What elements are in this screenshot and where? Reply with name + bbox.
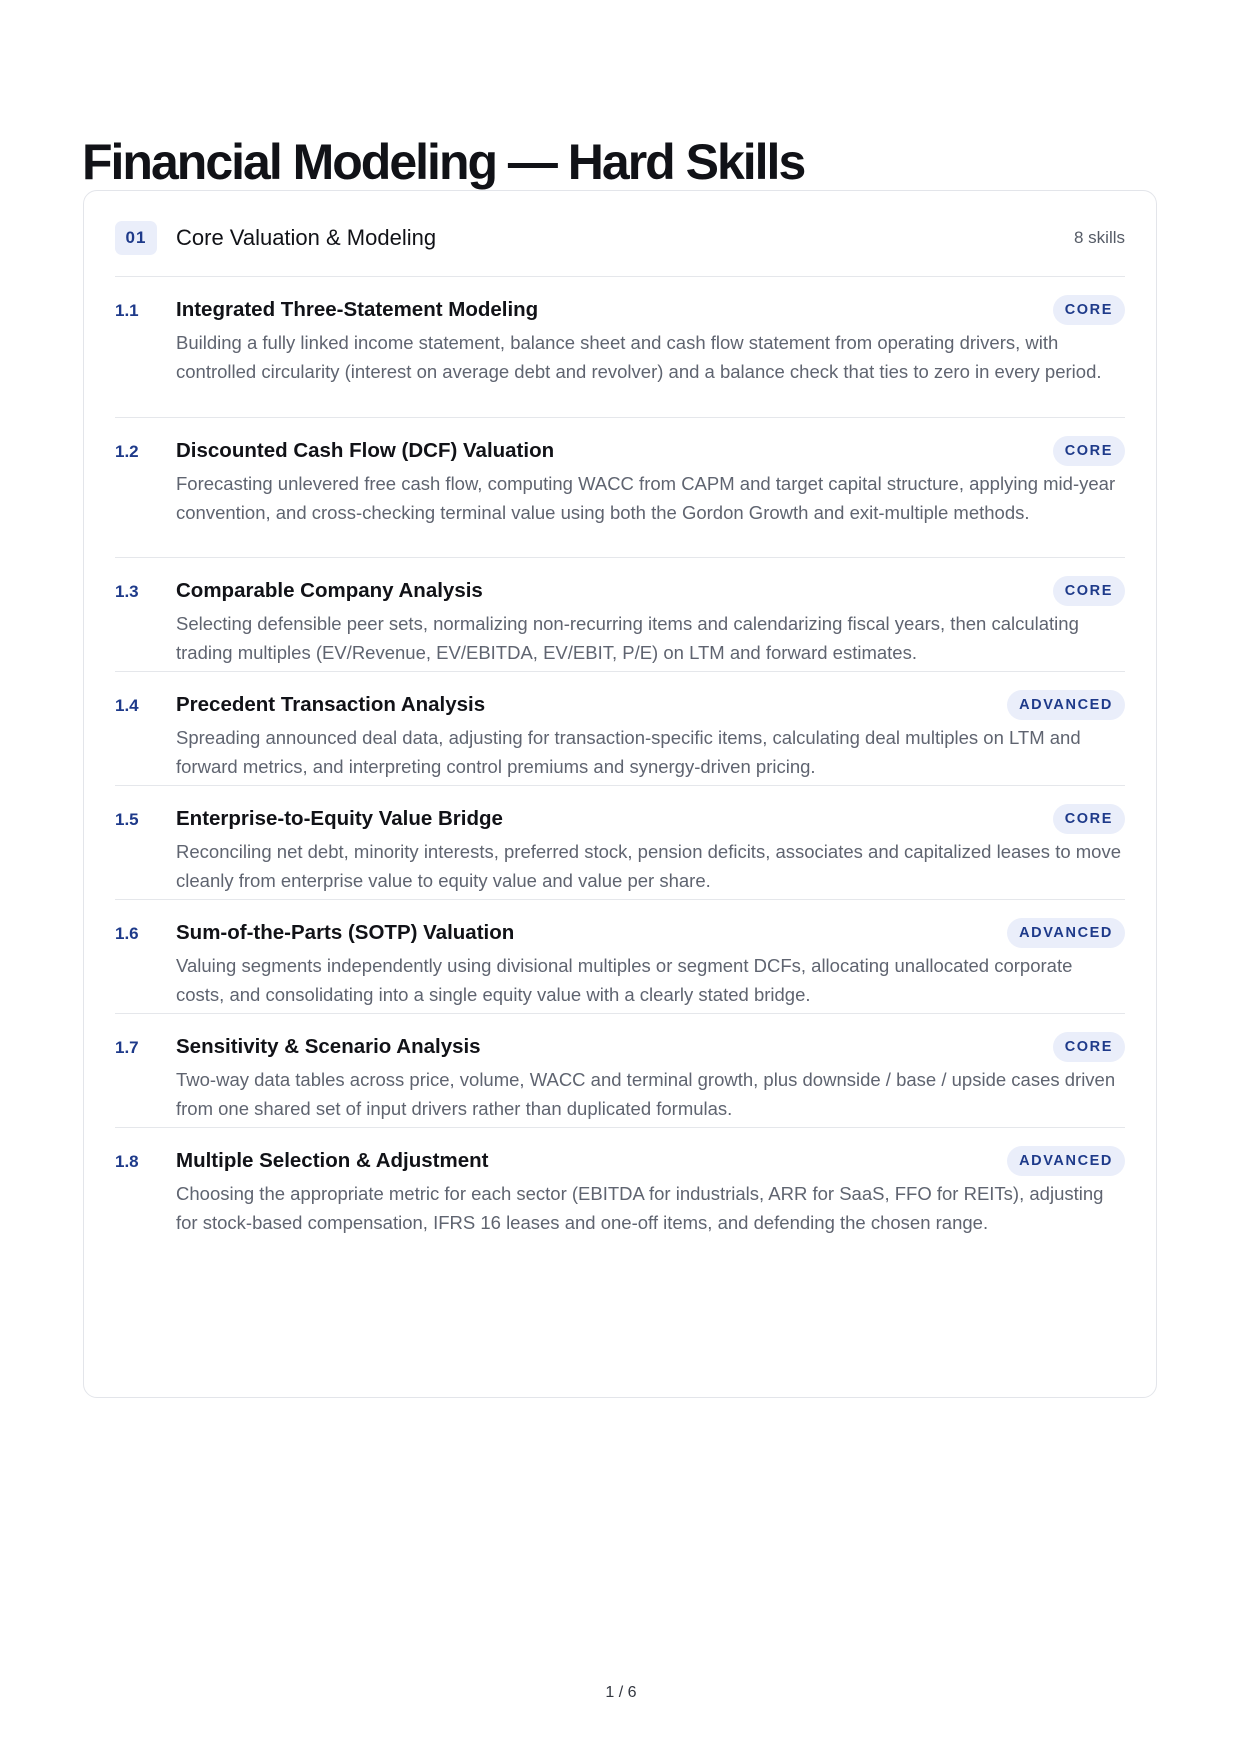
skill-number: 1.6: [115, 924, 139, 943]
section-number-badge: 01: [115, 221, 157, 255]
page-number: 1 / 6: [605, 1684, 637, 1701]
skill-number: 1.8: [115, 1152, 139, 1171]
skill-description: Valuing segments independently using divisional multiples or segment DCFs, allocating unallocated corporate costs, and consolidating into a single equity value with a clearly stated bridge.: [176, 955, 1073, 1005]
level-badge: ADVANCED: [1007, 690, 1125, 720]
skill-description: Spreading announced deal data, adjusting for transaction-specific items, calculating deal multiples on LTM and forward metrics, and interpreting control premiums and synergy-driven pricing.: [176, 727, 1081, 777]
skill-name: Sensitivity & Scenario Analysis: [176, 1035, 481, 1058]
skill-name: Precedent Transaction Analysis: [176, 693, 486, 716]
level-badge: CORE: [1053, 804, 1125, 834]
level-badge: CORE: [1053, 436, 1125, 466]
level-badge: ADVANCED: [1007, 1146, 1125, 1176]
page-title: Financial Modeling — Hard Skills: [82, 134, 805, 190]
skill-list: [115, 277, 1125, 1268]
skill-description: Forecasting unlevered free cash flow, computing WACC from CAPM and target capital structure, applying mid-year convention, and cross-checking terminal value using both the Gordon Growth and exit-multiple methods.: [176, 473, 1116, 523]
skill-description: Choosing the appropriate metric for each sector (EBITDA for industrials, ARR for SaaS, FFO for REITs), adjusting for stock-based compensation, IFRS 16 leases and one-off items, and defending the chosen range.: [176, 1183, 1104, 1233]
level-badge: CORE: [1053, 295, 1125, 325]
level-badge: ADVANCED: [1007, 918, 1125, 948]
skill-item: [115, 672, 1125, 786]
level-badge: CORE: [1053, 1032, 1125, 1062]
skill-name: Integrated Three-Statement Modeling: [176, 298, 539, 321]
section-header: [115, 191, 1125, 277]
skill-number: 1.1: [115, 301, 139, 320]
skill-number: 1.7: [115, 1038, 139, 1057]
skill-number: 1.3: [115, 582, 139, 601]
skill-number: 1.5: [115, 810, 139, 829]
skill-name: Discounted Cash Flow (DCF) Valuation: [176, 439, 555, 462]
level-badge: CORE: [1053, 576, 1125, 606]
skill-description: Selecting defensible peer sets, normalizing non-recurring items and calendarizing fiscal years, then calculating trading multiples (EV/Revenue, EV/EBITDA, EV/EBIT, P/E) on LTM and forward estimates.: [176, 613, 1079, 663]
skill-item: [115, 786, 1125, 900]
skill-item: [115, 1128, 1125, 1268]
section-title: Core Valuation & Modeling: [176, 225, 437, 250]
skill-item: [115, 558, 1125, 672]
skill-name: Enterprise-to-Equity Value Bridge: [176, 807, 503, 830]
skills-section-card: [83, 190, 1157, 1398]
skill-item: [115, 277, 1125, 418]
skill-description: Reconciling net debt, minority interests, preferred stock, pension deficits, associates and capitalized leases to move cleanly from enterprise value to equity value and value per share.: [176, 841, 1122, 891]
skill-item: [115, 418, 1125, 558]
skill-name: Comparable Company Analysis: [176, 579, 483, 602]
skill-number: 1.2: [115, 442, 139, 461]
skill-name: Sum-of-the-Parts (SOTP) Valuation: [176, 921, 515, 944]
skill-item: [115, 1014, 1125, 1128]
skill-count: 8 skills: [1073, 228, 1125, 247]
skill-number: 1.4: [115, 696, 139, 715]
skill-name: Multiple Selection & Adjustment: [176, 1149, 489, 1172]
skill-description: Building a fully linked income statement, balance sheet and cash flow statement from operating drivers, with controlled circularity (interest on average debt and revolver) and a balance check that ties to zero in every period.: [176, 332, 1102, 382]
skill-item: [115, 900, 1125, 1014]
skill-description: Two-way data tables across price, volume, WACC and terminal growth, plus downside / base / upside cases driven from one shared set of input drivers rather than duplicated formulas.: [176, 1069, 1116, 1119]
